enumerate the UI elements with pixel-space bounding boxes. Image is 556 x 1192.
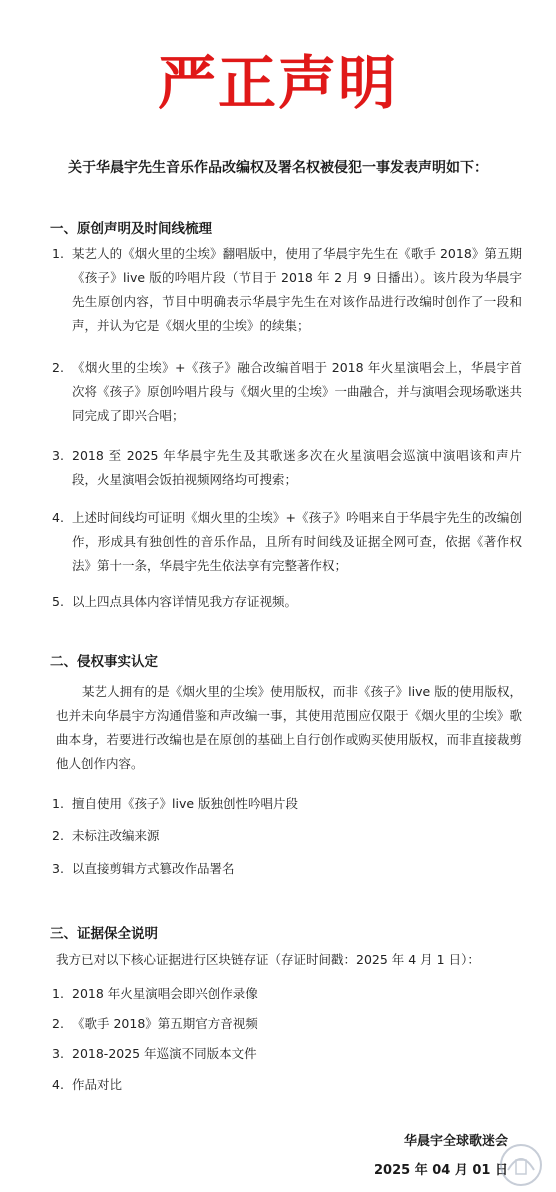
list-text: 以上四点具体内容详情见我方存证视频。 [72,594,298,609]
section1-item-3 [52,444,522,492]
section2-item-3 [52,857,522,881]
list-number: 4. [52,510,64,525]
list-number: 3. [52,861,64,876]
list-text: 2018-2025 年巡演不同版本文件 [72,1046,257,1061]
list-text: 《歌手 2018》第五期官方音视频 [72,1016,258,1031]
list-text: 《烟火里的尘埃》+《孩子》融合改编首唱于 2018 年火星演唱会上，华晨宇首次将《孩子》原创吟唱片段与《烟火里的尘埃》一曲融合，并与演唱会现场歌迷共同完成了即兴合唱； [72,360,523,423]
list-text: 作品对比 [72,1077,123,1092]
list-number: 1. [52,246,64,261]
section1-item-2 [52,356,522,428]
signature-org: 华晨宇全球歌迷会 [403,1134,508,1149]
list-number: 2. [52,1016,64,1031]
list-text: 2018 年火星演唱会即兴创作录像 [72,986,258,1001]
section1-item-5 [52,590,522,614]
list-number: 5. [52,594,64,609]
section3-item-2 [52,1012,522,1036]
list-number: 1. [52,796,64,811]
section3-item-1 [52,982,522,1006]
list-number: 1. [52,986,64,1001]
section3-item-3 [52,1042,522,1066]
statement-subtitle: 关于华晨宇先生音乐作品改编权及署名权被侵犯一事发表声明如下： [68,160,488,176]
list-text: 擅自使用《孩子》live 版独创性吟唱片段 [72,796,299,811]
section1-item-4 [52,506,522,578]
section1-heading: 一、原创声明及时间线梳理 [50,221,212,237]
signature-date: 2025 年 04 月 01 日 [374,1163,508,1178]
section3-heading: 三、证据保全说明 [50,926,158,942]
section2-item-1 [52,792,522,816]
list-number: 4. [52,1077,64,1092]
section2-item-2 [52,824,522,848]
list-text: 上述时间线均可证明《烟火里的尘埃》+《孩子》吟唱来自于华晨宇先生的改编创作，形成具有独创性的音乐作品，且所有时间线及证据全网可查，依据《著作权法》第十一条，华晨宇先生依法享有完整著作权； [72,510,522,573]
list-text: 2018 至 2025 年华晨宇先生及其歌迷多次在火星演唱会巡演中演唱该和声片段，火星演唱会饭拍视频网络均可搜索； [72,448,522,487]
section3-intro: 我方已对以下核心证据进行区块链存证（存证时间戳：2025 年 4 月 1 日）： [56,952,480,967]
list-text: 未标注改编来源 [72,828,160,843]
section1-item-1 [52,242,522,338]
list-number: 2. [52,828,64,843]
page-title: 严正声明 [157,49,398,117]
list-number: 3. [52,1046,64,1061]
list-number: 3. [52,448,64,463]
section3-item-4 [52,1073,522,1097]
list-text: 某艺人的《烟火里的尘埃》翻唱版中，使用了华晨宇先生在《歌手 2018》第五期《孩子》live 版的吟唱片段（节目于 2018 年 2 月 9 日播出）。该片段为华晨宇先生原创内容，节目中明确表示华晨宇先生在对该作品进行改编时创作了一段和声，并认为它是《烟火里的尘埃》的续集； [72,246,522,333]
list-number: 2. [52,360,64,375]
section2-paragraph: 某艺人拥有的是《烟火里的尘埃》使用版权，而非《孩子》live 版的使用版权，也并未向华晨宇方沟通借鉴和声改编一事，其使用范围应仅限于《烟火里的尘埃》歌曲本身，若要进行改编也是在原创的基础上自行创作或购买使用版权，而非直接裁剪他人创作内容。 [56,684,522,771]
list-text: 以直接剪辑方式篡改作品署名 [72,861,235,876]
section2-heading: 二、侵权事实认定 [50,654,158,670]
corner-watermark-icon [494,1140,548,1190]
